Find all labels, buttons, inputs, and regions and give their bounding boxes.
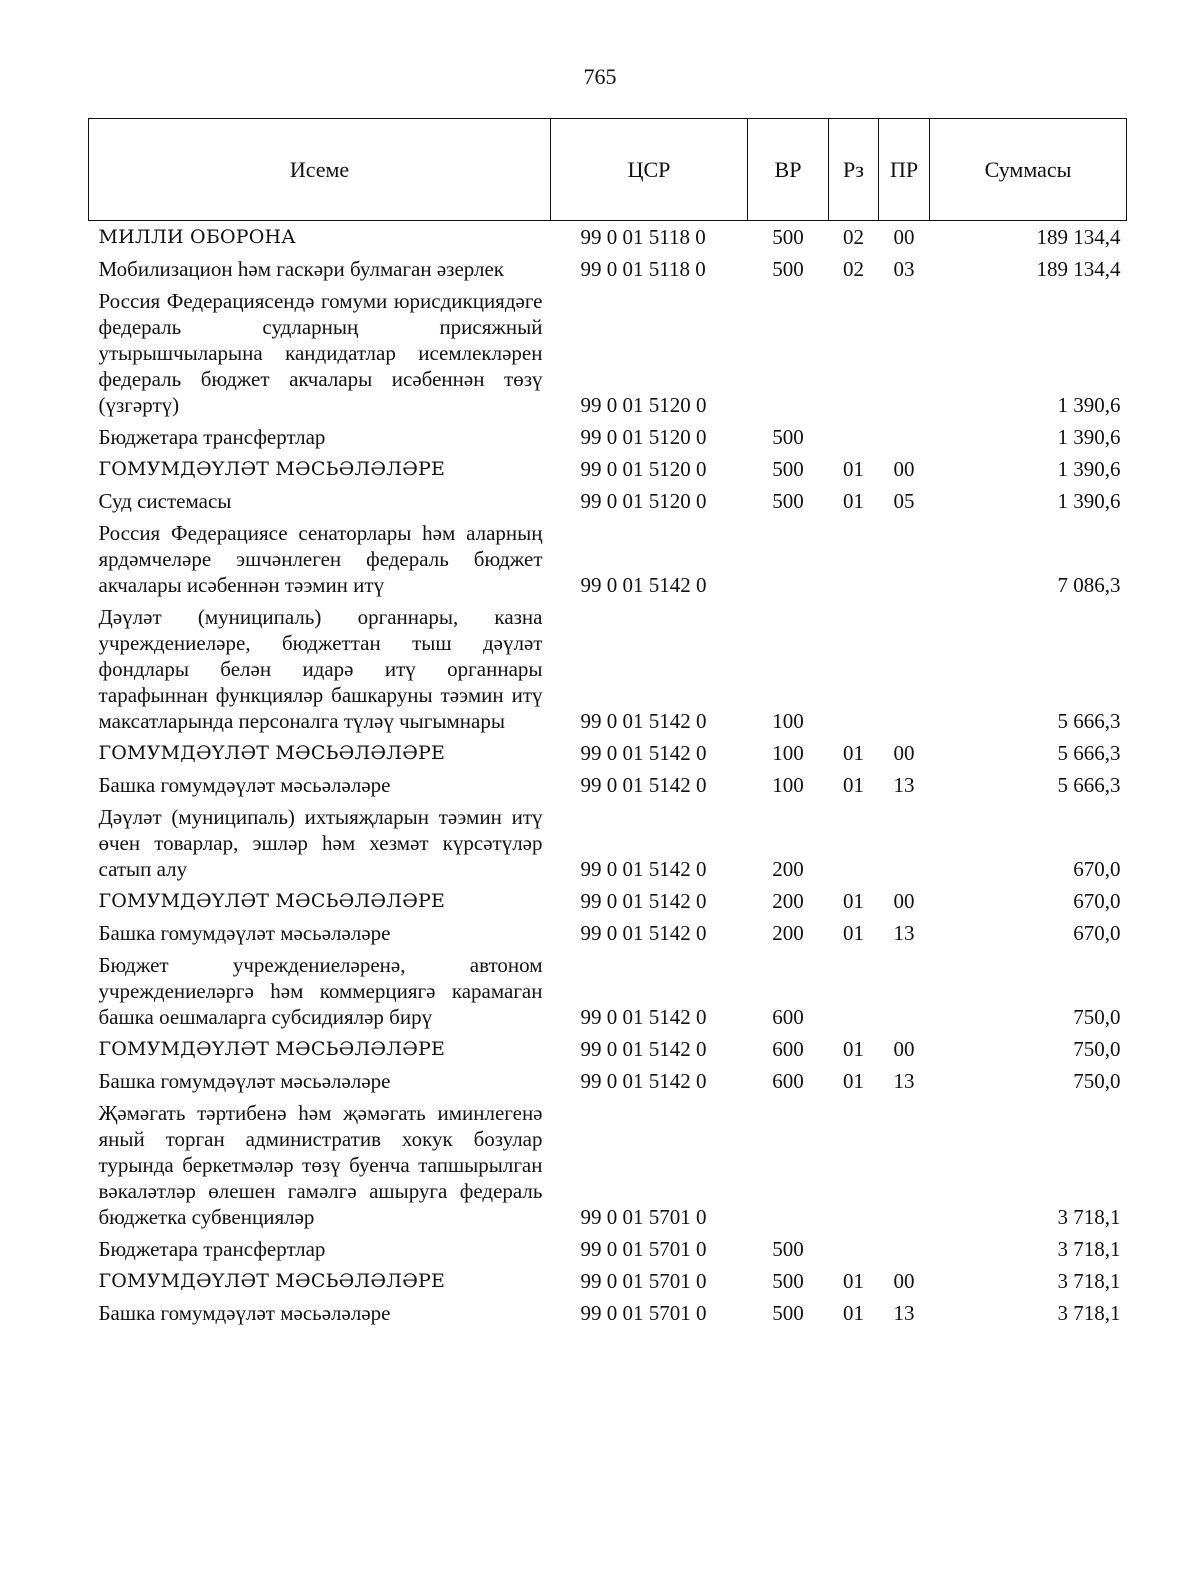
cell-pr: 05	[893, 489, 915, 513]
table-body	[89, 221, 1127, 1330]
cell-csr: 99 0 01 5142 0	[580, 921, 707, 945]
page-number: 765	[583, 64, 617, 89]
budget-table	[88, 118, 1127, 1329]
cell-csr: 99 0 01 5120 0	[580, 489, 707, 513]
cell-name: Россия Федерациясе сенаторлары һәм аларның ярдәмчеләре эшчәнлеген федераль бюджет акчалары исәбеннән тәэмин итү	[98, 521, 543, 597]
cell-name: Башка гомумдәүләт мәсьәләләре	[98, 1069, 391, 1093]
cell-name: ГОМУМДӘҮЛӘТ МӘСЬӘЛӘЛӘРЕ	[98, 458, 446, 480]
header-rz: Рз	[829, 119, 879, 221]
cell-rz	[829, 1233, 879, 1265]
table-row	[89, 1265, 1127, 1297]
cell-pr	[879, 285, 930, 421]
table-row	[89, 737, 1127, 769]
cell-pr	[879, 801, 930, 885]
cell-sum: 670,0	[1073, 857, 1121, 881]
cell-csr: 99 0 01 5701 0	[580, 1205, 707, 1229]
header-sum: Суммасы	[930, 119, 1127, 221]
cell-vr	[748, 285, 829, 421]
cell-sum: 670,0	[1073, 889, 1121, 913]
cell-sum: 5 666,3	[1057, 741, 1121, 765]
table-row	[89, 253, 1127, 285]
table-row	[89, 453, 1127, 485]
cell-sum: 1 390,6	[1057, 489, 1121, 513]
table-row	[89, 801, 1127, 885]
cell-vr: 500	[772, 489, 804, 513]
cell-csr: 99 0 01 5120 0	[580, 393, 707, 417]
cell-sum: 5 666,3	[1057, 709, 1121, 733]
cell-vr: 100	[772, 773, 804, 797]
cell-csr: 99 0 01 5120 0	[580, 457, 707, 481]
cell-pr	[879, 517, 930, 601]
cell-sum: 3 718,1	[1057, 1269, 1121, 1293]
cell-name: Бюджетара трансфертлар	[98, 1237, 326, 1261]
cell-vr: 500	[772, 1269, 804, 1293]
cell-csr: 99 0 01 5120 0	[580, 425, 707, 449]
header-pr: ПР	[879, 119, 930, 221]
cell-pr: 00	[893, 741, 915, 765]
table-row	[89, 1233, 1127, 1265]
cell-rz: 01	[843, 1037, 864, 1061]
cell-vr	[748, 517, 829, 601]
cell-vr: 500	[772, 1301, 804, 1325]
cell-pr	[879, 1097, 930, 1233]
cell-vr: 500	[772, 425, 804, 449]
cell-name: Суд системасы	[98, 489, 232, 513]
cell-csr: 99 0 01 5142 0	[580, 773, 707, 797]
cell-pr	[879, 949, 930, 1033]
table-row	[89, 285, 1127, 421]
cell-vr: 600	[772, 1005, 804, 1029]
cell-csr: 99 0 01 5142 0	[580, 889, 707, 913]
header-row	[89, 119, 1127, 221]
cell-name: Мобилизацион һәм гаскәри булмаган әзерлек	[98, 257, 504, 281]
table-row	[89, 1297, 1127, 1329]
cell-vr: 500	[772, 457, 804, 481]
table-row	[89, 517, 1127, 601]
cell-pr	[879, 1233, 930, 1265]
cell-name: ГОМУМДӘҮЛӘТ МӘСЬӘЛӘЛӘРЕ	[98, 890, 446, 912]
table-row	[89, 1097, 1127, 1233]
cell-sum: 189 134,4	[1036, 257, 1121, 281]
cell-pr	[879, 421, 930, 453]
cell-pr: 00	[893, 889, 915, 913]
cell-csr: 99 0 01 5142 0	[580, 709, 707, 733]
cell-csr: 99 0 01 5118 0	[580, 257, 706, 281]
cell-sum: 750,0	[1073, 1037, 1121, 1061]
cell-pr: 13	[893, 921, 915, 945]
cell-rz	[829, 285, 879, 421]
cell-csr: 99 0 01 5701 0	[580, 1301, 707, 1325]
cell-name: Башка гомумдәүләт мәсьәләләре	[98, 921, 391, 945]
cell-sum: 3 718,1	[1057, 1301, 1121, 1325]
cell-vr: 100	[772, 709, 804, 733]
cell-rz: 01	[843, 1269, 864, 1293]
cell-sum: 750,0	[1073, 1005, 1121, 1029]
table-header	[89, 119, 1127, 221]
cell-pr: 00	[893, 1269, 915, 1293]
cell-rz: 01	[843, 1069, 864, 1093]
cell-csr: 99 0 01 5701 0	[580, 1269, 707, 1293]
header-vr: ВР	[748, 119, 829, 221]
cell-name: Җәмәгать тәртибенә һәм җәмәгать иминлегенә яный торган административ хокук бозулар турында беркетмәләр төзү буенча тапшырылган вәкаләтләр өлешен гамәлгә ашыруга федераль бюджетка субвенцияләр	[98, 1101, 543, 1229]
cell-pr: 00	[893, 457, 915, 481]
cell-rz: 01	[843, 889, 864, 913]
cell-name: Башка гомумдәүләт мәсьәләләре	[98, 1301, 391, 1325]
cell-name: Дәүләт (муниципаль) органнары, казна учреждениеләре, бюджеттан тыш дәүләт фондлары белән идарә итү органнары тарафыннан функцияләр башкаруны тәэмин итү максатларында персоналга түләү чыгымнары	[98, 605, 543, 733]
cell-rz: 02	[843, 225, 864, 249]
cell-sum: 1 390,6	[1057, 457, 1121, 481]
cell-rz	[829, 517, 879, 601]
cell-csr: 99 0 01 5142 0	[580, 1005, 707, 1029]
cell-csr: 99 0 01 5142 0	[580, 857, 707, 881]
table-row	[89, 485, 1127, 517]
cell-name: МИЛЛИ ОБОРОНА	[98, 226, 296, 248]
cell-name: Бюджет учреждениеләренә, автоном учреждениеләргә һәм коммерциягә карамаган башка оешмаларга субсидияләр бирү	[98, 953, 543, 1029]
table-row	[89, 885, 1127, 917]
cell-sum: 7 086,3	[1057, 573, 1121, 597]
cell-sum: 3 718,1	[1057, 1205, 1121, 1229]
table-row	[89, 769, 1127, 801]
cell-vr: 600	[772, 1069, 804, 1093]
cell-vr: 600	[772, 1037, 804, 1061]
cell-name: Россия Федерациясендә гомуми юрисдикциядәге федераль судларның присяжный утырышчыларына кандидатлар исемлекләрен федераль бюджет акчалары исәбеннән төзү (үзгәртү)	[98, 289, 543, 417]
cell-rz: 01	[843, 457, 864, 481]
header-csr: ЦСР	[551, 119, 748, 221]
cell-name: Бюджетара трансфертлар	[98, 425, 326, 449]
cell-pr	[879, 601, 930, 737]
cell-rz: 01	[843, 921, 864, 945]
cell-pr: 00	[893, 1037, 915, 1061]
cell-csr: 99 0 01 5118 0	[580, 225, 706, 249]
cell-pr: 13	[893, 1069, 915, 1093]
header-name: Исеме	[89, 119, 551, 221]
cell-vr: 200	[772, 857, 804, 881]
cell-rz: 01	[843, 741, 864, 765]
cell-pr: 13	[893, 773, 915, 797]
cell-sum: 750,0	[1073, 1069, 1121, 1093]
cell-csr: 99 0 01 5142 0	[580, 1037, 707, 1061]
cell-rz: 02	[843, 257, 864, 281]
cell-rz	[829, 949, 879, 1033]
cell-sum: 1 390,6	[1057, 393, 1121, 417]
cell-name: Дәүләт (муниципаль) ихтыяҗларын тәэмин итү өчен товарлар, эшләр һәм хезмәт күрсәтүләр сатып алу	[98, 805, 543, 881]
cell-csr: 99 0 01 5142 0	[580, 573, 707, 597]
cell-pr: 13	[893, 1301, 915, 1325]
table-row	[89, 421, 1127, 453]
cell-rz	[829, 801, 879, 885]
table-row	[89, 1065, 1127, 1097]
cell-vr: 500	[772, 1237, 804, 1261]
table-row	[89, 601, 1127, 737]
table-row	[89, 949, 1127, 1033]
cell-name: ГОМУМДӘҮЛӘТ МӘСЬӘЛӘЛӘРЕ	[98, 1038, 446, 1060]
cell-csr: 99 0 01 5142 0	[580, 741, 707, 765]
cell-vr: 500	[772, 257, 804, 281]
cell-rz	[829, 1097, 879, 1233]
cell-sum: 189 134,4	[1036, 225, 1121, 249]
cell-sum: 3 718,1	[1057, 1237, 1121, 1261]
cell-vr: 200	[772, 921, 804, 945]
cell-sum: 5 666,3	[1057, 773, 1121, 797]
cell-name: Башка гомумдәүләт мәсьәләләре	[98, 773, 391, 797]
cell-pr: 03	[893, 257, 915, 281]
cell-name: ГОМУМДӘҮЛӘТ МӘСЬӘЛӘЛӘРЕ	[98, 742, 446, 764]
budget-table-wrapper	[88, 118, 1126, 1329]
cell-vr	[748, 1097, 829, 1233]
cell-rz	[829, 601, 879, 737]
cell-pr: 00	[893, 225, 915, 249]
cell-rz: 01	[843, 1301, 864, 1325]
cell-csr: 99 0 01 5701 0	[580, 1237, 707, 1261]
table-row	[89, 221, 1127, 254]
cell-sum: 670,0	[1073, 921, 1121, 945]
table-row	[89, 1033, 1127, 1065]
cell-csr: 99 0 01 5142 0	[580, 1069, 707, 1093]
table-row	[89, 917, 1127, 949]
cell-rz: 01	[843, 773, 864, 797]
cell-vr: 500	[772, 225, 804, 249]
cell-rz: 01	[843, 489, 864, 513]
cell-name: ГОМУМДӘҮЛӘТ МӘСЬӘЛӘЛӘРЕ	[98, 1270, 446, 1292]
cell-rz	[829, 421, 879, 453]
cell-sum: 1 390,6	[1057, 425, 1121, 449]
cell-vr: 200	[772, 889, 804, 913]
cell-vr: 100	[772, 741, 804, 765]
